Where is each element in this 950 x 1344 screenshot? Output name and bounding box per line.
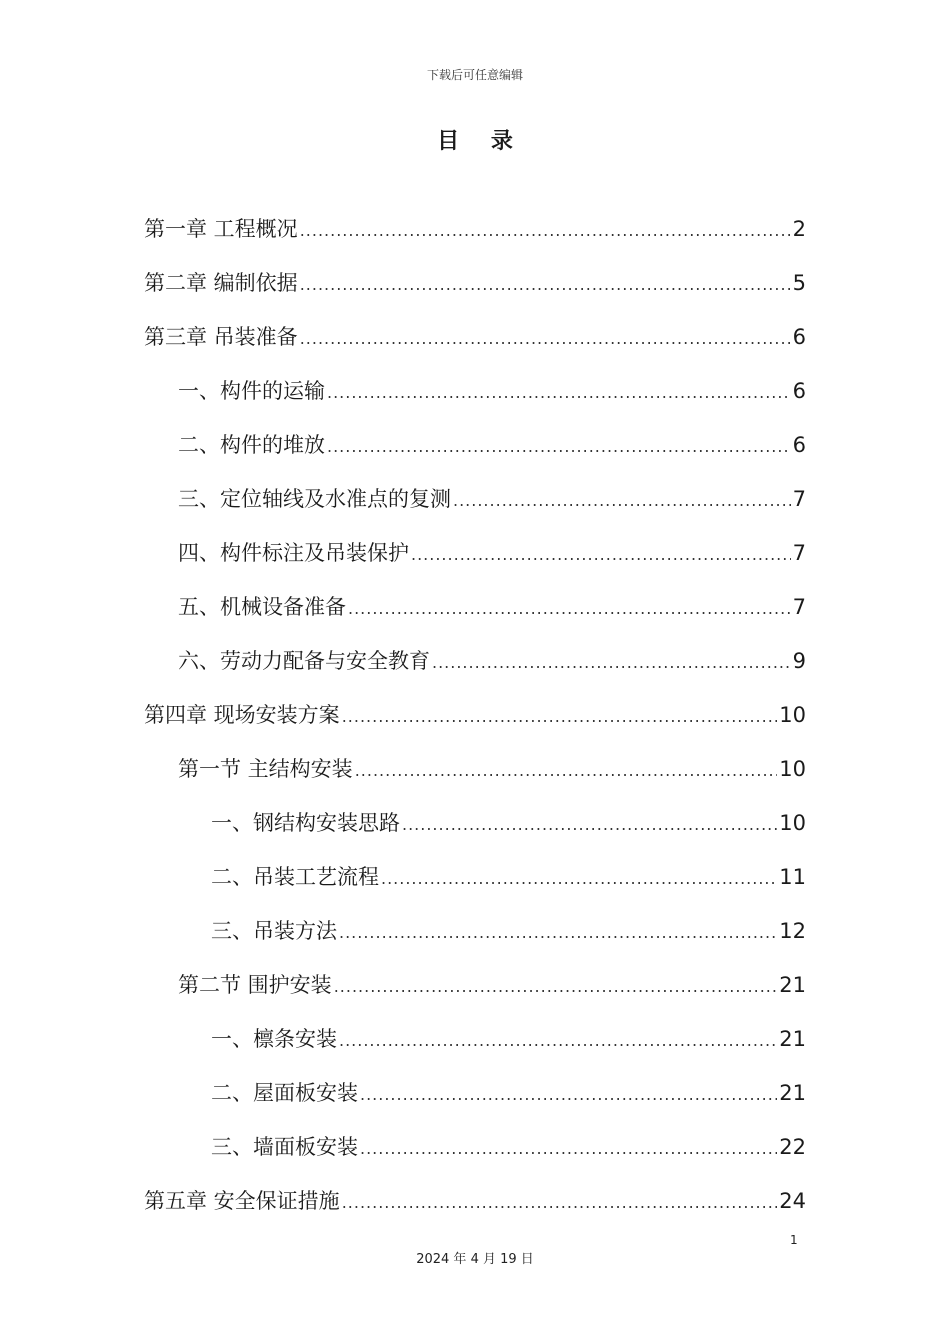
toc-entry-label: 三、定位轴线及水准点的复测 — [178, 487, 451, 511]
toc-entry-label: 二、吊装工艺流程 — [211, 865, 379, 889]
toc-entry-label: 第一节 主结构安装 — [178, 757, 353, 781]
toc-leader-dots — [342, 690, 778, 744]
toc-entry-label: 一、构件的运输 — [178, 379, 325, 403]
toc-leader-dots — [411, 528, 791, 582]
toc-entry-page: 21 — [779, 1027, 806, 1051]
footer-date: 2024 年 4 月 19 日 — [416, 1252, 534, 1267]
toc-entry-page: 10 — [779, 757, 806, 781]
toc-entry-label: 三、墙面板安装 — [211, 1135, 358, 1159]
toc-entry-label: 第二节 围护安装 — [178, 973, 332, 997]
toc-entry-page: 10 — [779, 811, 806, 835]
toc-leader-dots — [381, 852, 777, 906]
toc-entry[interactable] — [144, 418, 806, 472]
toc-entry-page: 7 — [792, 541, 806, 565]
page-number: 1 — [790, 1233, 798, 1247]
toc-leader-dots — [432, 636, 791, 690]
toc-entry[interactable] — [144, 688, 806, 742]
toc-title: 目 录 — [437, 129, 525, 154]
toc-entry-page: 12 — [779, 919, 806, 943]
toc-entry-page: 6 — [792, 325, 806, 349]
toc-entry-label: 二、屋面板安装 — [211, 1081, 358, 1105]
toc-entry-label: 第三章 吊装准备 — [144, 325, 298, 349]
toc-leader-dots — [360, 1122, 777, 1176]
toc-entry[interactable] — [144, 634, 806, 688]
toc-leader-dots — [300, 204, 791, 258]
toc-leader-dots — [339, 906, 777, 960]
toc-entry[interactable] — [144, 958, 806, 1012]
toc-entry-page: 10 — [779, 703, 806, 727]
toc-entry[interactable] — [144, 580, 806, 634]
header-note: 下载后可任意编辑 — [426, 68, 523, 82]
toc-leader-dots — [355, 744, 778, 798]
toc-leader-dots — [453, 474, 791, 528]
toc-entry[interactable] — [144, 742, 806, 796]
toc-leader-dots — [300, 258, 791, 312]
toc-entry-label: 一、檩条安装 — [211, 1027, 337, 1051]
toc-entry-page: 6 — [792, 379, 806, 403]
toc-leader-dots — [327, 420, 791, 474]
toc-entry-page: 7 — [792, 487, 806, 511]
toc-leader-dots — [327, 366, 791, 420]
toc-entry-page: 9 — [792, 649, 806, 673]
toc-entry[interactable] — [144, 904, 806, 958]
toc-entry-label: 三、吊装方法 — [211, 919, 337, 943]
toc-entry[interactable] — [144, 850, 806, 904]
toc-entry[interactable] — [144, 1012, 806, 1066]
toc-entry-page: 21 — [779, 1081, 806, 1105]
toc-entry[interactable] — [144, 526, 806, 580]
toc-entry[interactable] — [144, 202, 806, 256]
toc-leader-dots — [300, 312, 791, 366]
toc-entry[interactable] — [144, 1174, 806, 1228]
toc-entry-label: 五、机械设备准备 — [178, 595, 346, 619]
toc-entry-label: 一、钢结构安装思路 — [211, 811, 400, 835]
toc-entry-label: 四、构件标注及吊装保护 — [178, 541, 409, 565]
toc-entry-label: 二、构件的堆放 — [178, 433, 325, 457]
toc-entry-label: 第二章 编制依据 — [144, 271, 298, 295]
toc-entry[interactable] — [144, 310, 806, 364]
toc-entry-page: 21 — [779, 973, 806, 997]
toc-leader-dots — [348, 582, 791, 636]
toc-entry-page: 24 — [779, 1189, 806, 1213]
toc-entry-label: 第四章 现场安装方案 — [144, 703, 340, 727]
toc-entry[interactable] — [144, 364, 806, 418]
toc-entry-page: 22 — [779, 1135, 806, 1159]
toc-entry[interactable] — [144, 1120, 806, 1174]
toc-leader-dots — [402, 798, 777, 852]
table-of-contents — [144, 202, 806, 1228]
toc-entry[interactable] — [144, 1066, 806, 1120]
toc-entry[interactable] — [144, 796, 806, 850]
toc-entry-page: 5 — [792, 271, 806, 295]
toc-entry-label: 六、劳动力配备与安全教育 — [178, 649, 430, 673]
toc-entry-page: 7 — [792, 595, 806, 619]
toc-entry-page: 2 — [792, 217, 806, 241]
toc-leader-dots — [334, 960, 778, 1014]
toc-entry[interactable] — [144, 472, 806, 526]
toc-leader-dots — [360, 1068, 777, 1122]
toc-entry-label: 第五章 安全保证措施 — [144, 1189, 340, 1213]
toc-entry-label: 第一章 工程概况 — [144, 217, 298, 241]
toc-entry[interactable] — [144, 256, 806, 310]
toc-leader-dots — [339, 1014, 777, 1068]
toc-leader-dots — [342, 1176, 778, 1230]
toc-entry-page: 11 — [779, 865, 806, 889]
toc-entry-page: 6 — [792, 433, 806, 457]
